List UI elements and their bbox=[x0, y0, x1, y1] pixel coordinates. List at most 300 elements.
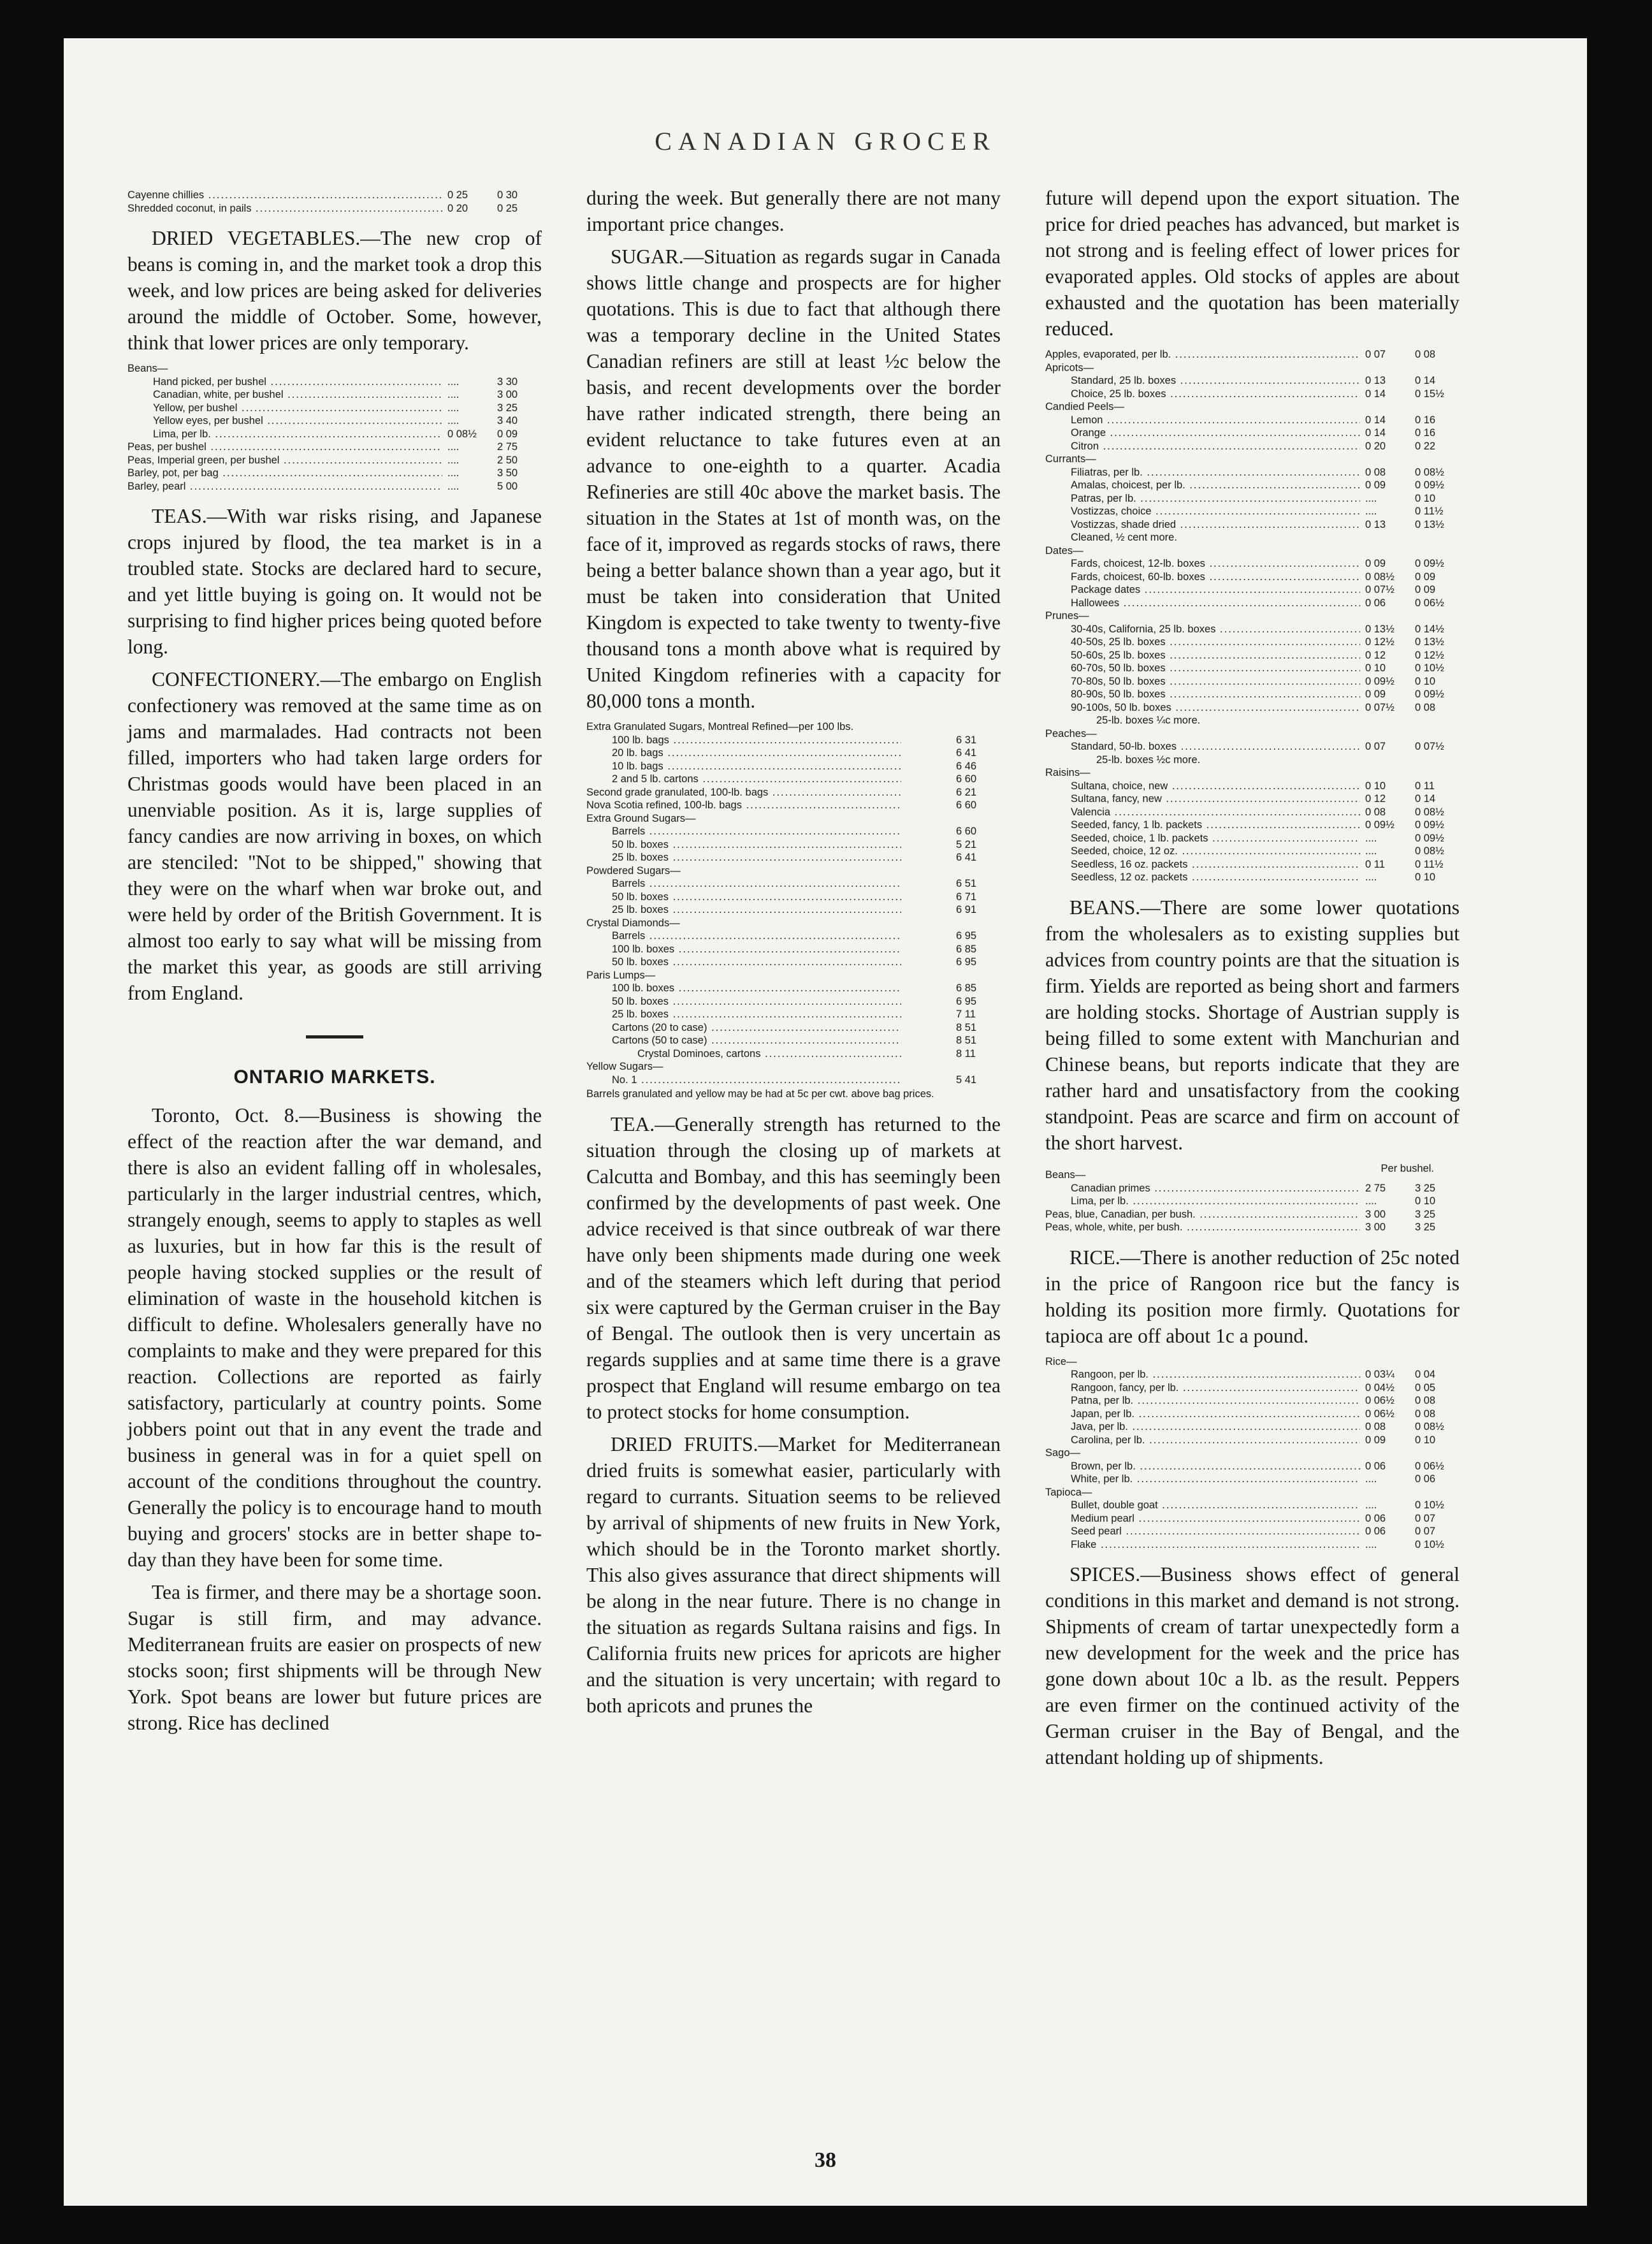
price-low: .... bbox=[1365, 506, 1377, 517]
item-label: Candied Peels— bbox=[1045, 401, 1124, 412]
price-low: 0 09 bbox=[1365, 558, 1386, 569]
price-table-row bbox=[127, 454, 542, 467]
price-high: 0 07½ bbox=[1415, 741, 1444, 752]
item-label: Cleaned, ½ cent more. bbox=[1071, 532, 1177, 543]
item-label: 50 lb. boxes ..... bbox=[586, 838, 901, 852]
price-high: 0 08½ bbox=[1415, 466, 1444, 478]
price-low: .... bbox=[447, 480, 460, 492]
item-label: Yellow, per bushel ..... bbox=[127, 402, 442, 415]
price-low: 0 09 bbox=[1365, 479, 1386, 491]
item-label: Fards, choicest, 12-lb. boxes ..... bbox=[1045, 557, 1360, 571]
price-high: 6 85 bbox=[956, 982, 977, 994]
price-low: .... bbox=[447, 415, 460, 426]
item-label: 100 lb. bags ..... bbox=[586, 734, 901, 747]
price-high: 5 21 bbox=[956, 838, 977, 850]
price-high: 0 10 bbox=[1415, 492, 1436, 504]
item-label: 25 lb. boxes ..... bbox=[586, 1008, 901, 1021]
price-table-heading bbox=[1045, 1486, 1460, 1499]
price-table-row bbox=[127, 402, 542, 415]
column-3 bbox=[1045, 185, 1460, 1777]
price-table-row bbox=[127, 202, 542, 215]
price-high: 0 22 bbox=[1415, 440, 1436, 452]
tea-firmer-paragraph: Tea is firmer, and there may be a shortage soon. Sugar is still firm, and may advance. Mediterranean fruits are easier on prospects of new stocks soon; first shipments will be through New York. Spot beans are lower but future prices are strong. Rice has declined bbox=[127, 1581, 542, 1734]
continued-paragraph-3: future will depend upon the export situation. The price for dried peaches has advanced, but market is not strong and is feeling effect of lower prices for evaporated apples. Old stocks of apples are about exhausted and the quotation has been materially reduced. bbox=[1045, 187, 1460, 340]
price-high: 0 10½ bbox=[1415, 1499, 1444, 1511]
item-label: Dates— bbox=[1045, 544, 1083, 557]
price-high: 8 51 bbox=[956, 1035, 977, 1046]
item-label: Crystal Dominoes, cartons ..... bbox=[586, 1047, 901, 1061]
item-label: Barley, pot, per bag ..... bbox=[127, 467, 442, 480]
item-label: Peas, Imperial green, per bushel ..... bbox=[127, 454, 442, 467]
price-high: 0 16 bbox=[1415, 427, 1436, 439]
sugar-price-table bbox=[586, 720, 1001, 1086]
price-table-row bbox=[586, 877, 1001, 891]
newspaper-page bbox=[64, 38, 1587, 2206]
price-table-row bbox=[1045, 1473, 1460, 1486]
price-high: 0 30 bbox=[497, 189, 518, 201]
price-high: 0 11½ bbox=[1415, 858, 1444, 870]
item-label: 60-70s, 50 lb. boxes ..... bbox=[1045, 662, 1360, 675]
price-high: 0 09 bbox=[497, 428, 518, 440]
price-table-row bbox=[1045, 1208, 1460, 1221]
price-table-row bbox=[1045, 740, 1460, 754]
price-table-row bbox=[1045, 819, 1460, 832]
item-label: Seeded, fancy, 1 lb. packets ..... bbox=[1045, 819, 1360, 832]
price-high: 3 30 bbox=[497, 375, 518, 388]
price-table-row bbox=[1045, 871, 1460, 884]
item-label: Vostizzas, choice ..... bbox=[1045, 505, 1360, 518]
price-table-row bbox=[586, 760, 1001, 773]
price-high: 0 08½ bbox=[1415, 1421, 1444, 1432]
item-label: 70-80s, 50 lb. boxes ..... bbox=[1045, 675, 1360, 688]
price-high: 0 08 bbox=[1415, 1408, 1436, 1420]
price-low: 0 10 bbox=[1365, 662, 1386, 674]
price-high: 3 25 bbox=[1415, 1182, 1436, 1194]
item-label: Prunes— bbox=[1045, 610, 1089, 622]
item-label: Tapioca— bbox=[1045, 1486, 1092, 1498]
price-high: 3 50 bbox=[497, 467, 518, 479]
price-low: .... bbox=[447, 389, 460, 400]
price-table-row bbox=[1045, 806, 1460, 819]
price-table-row bbox=[1045, 649, 1460, 662]
price-low: 0 13 bbox=[1365, 375, 1386, 386]
item-label: Seedless, 16 oz. packets ..... bbox=[1045, 858, 1360, 871]
price-low: 0 14 bbox=[1365, 427, 1386, 439]
item-label: 25 lb. boxes ..... bbox=[586, 903, 901, 917]
price-table-row bbox=[1045, 780, 1460, 793]
price-low: 0 12½ bbox=[1365, 636, 1395, 648]
beans-price-table-3 bbox=[1045, 1169, 1460, 1234]
item-label: Barley, pearl ..... bbox=[127, 480, 442, 493]
price-table-row bbox=[1045, 1381, 1460, 1395]
item-label: Lima, per lb. ..... bbox=[1045, 1195, 1360, 1208]
price-table-row bbox=[127, 428, 542, 441]
price-low: .... bbox=[1365, 1538, 1377, 1550]
item-label: Amalas, choicest, per lb. ..... bbox=[1045, 479, 1360, 492]
price-table-row bbox=[1045, 1408, 1460, 1421]
price-table-row bbox=[1045, 792, 1460, 806]
price-high: 6 41 bbox=[956, 747, 977, 759]
price-high: 0 09½ bbox=[1415, 832, 1444, 844]
item-label: Rangoon, per lb. ..... bbox=[1045, 1368, 1360, 1381]
item-label: Rice— bbox=[1045, 1355, 1077, 1367]
item-label: Rangoon, fancy, per lb. ..... bbox=[1045, 1381, 1360, 1395]
item-label: Cayenne chillies ..... bbox=[127, 189, 442, 202]
price-table-row bbox=[127, 375, 542, 389]
item-label: Seeded, choice, 12 oz. ..... bbox=[1045, 845, 1360, 858]
price-table-row bbox=[586, 825, 1001, 838]
item-label: 25-lb. boxes ¼c more. bbox=[1096, 715, 1201, 726]
price-table-row bbox=[586, 1008, 1001, 1021]
price-low: 0 06½ bbox=[1365, 1408, 1395, 1420]
price-high: 3 25 bbox=[497, 402, 518, 414]
price-low: 0 07 bbox=[1365, 349, 1386, 360]
continued-paragraph: during the week. But generally there are not many important price changes. bbox=[586, 187, 1001, 235]
price-table-heading bbox=[586, 969, 1001, 982]
price-high: 3 25 bbox=[1415, 1208, 1436, 1220]
price-high: 6 91 bbox=[956, 904, 977, 915]
price-low: 0 03¼ bbox=[1365, 1369, 1395, 1380]
price-high: 0 10 bbox=[1415, 871, 1436, 883]
price-table-heading bbox=[1045, 1355, 1460, 1369]
price-high: 6 31 bbox=[956, 734, 977, 746]
price-high: 0 10 bbox=[1415, 1195, 1436, 1207]
item-label: Valencia ..... bbox=[1045, 806, 1360, 819]
price-table-row bbox=[1045, 426, 1460, 440]
price-table-row bbox=[586, 747, 1001, 760]
price-low: .... bbox=[447, 402, 460, 414]
price-table-heading bbox=[1045, 544, 1460, 558]
item-label: Seeded, choice, 1 lb. packets ..... bbox=[1045, 832, 1360, 845]
item-label: Sago— bbox=[1045, 1447, 1081, 1459]
rice-price-table bbox=[1045, 1355, 1460, 1552]
item-label: Shredded coconut, in pails ..... bbox=[127, 202, 442, 215]
price-table-heading bbox=[1045, 727, 1460, 741]
item-label: Peaches— bbox=[1045, 727, 1097, 740]
price-table-row bbox=[1045, 518, 1460, 532]
item-label: Orange ..... bbox=[1045, 426, 1360, 440]
price-table-row bbox=[1045, 1512, 1460, 1526]
price-high: 6 95 bbox=[956, 956, 977, 968]
price-table-row bbox=[1045, 571, 1460, 584]
price-table-row bbox=[586, 956, 1001, 969]
item-label: Beans— bbox=[127, 363, 168, 374]
price-table-row bbox=[586, 773, 1001, 786]
price-low: 0 07½ bbox=[1365, 584, 1395, 595]
price-table-row bbox=[1045, 636, 1460, 649]
item-label: Patna, per lb. ..... bbox=[1045, 1394, 1360, 1408]
sugar-note: Barrels granulated and yellow may be had at 5c per cwt. above bag prices. bbox=[586, 1088, 934, 1100]
spices-paragraph: SPICES.—Business shows effect of general conditions in this market and demand is not strong. Shipments of cream of tartar unexpectedly form a new development for the week and the price has gone down about 10c a lb. as the result. Peppers are even firmer on the continued activity of the German cruiser in the Bay of Bengal, and the attendant holding up of shipments. bbox=[1045, 1563, 1460, 1768]
item-label: 50-60s, 25 lb. boxes ..... bbox=[1045, 649, 1360, 662]
price-table-row bbox=[1045, 1525, 1460, 1538]
price-high: 0 13½ bbox=[1415, 636, 1444, 648]
price-table-row bbox=[127, 414, 542, 428]
price-low: 0 14 bbox=[1365, 388, 1386, 400]
section-divider bbox=[306, 1035, 363, 1038]
price-high: 0 09½ bbox=[1415, 479, 1444, 491]
price-table-row bbox=[1045, 858, 1460, 871]
item-label: Peas, whole, white, per bush. ..... bbox=[1045, 1221, 1360, 1234]
item-label: 2 and 5 lb. cartons ..... bbox=[586, 773, 901, 786]
price-low: .... bbox=[447, 441, 460, 453]
price-low: 0 13 bbox=[1365, 518, 1386, 530]
price-high: 0 07 bbox=[1415, 1526, 1436, 1537]
price-low: .... bbox=[447, 454, 460, 466]
item-label: 100 lb. boxes ..... bbox=[586, 943, 901, 956]
item-label: Second grade granulated, 100-lb. bags ..... bbox=[586, 786, 901, 799]
price-high: 0 09½ bbox=[1415, 688, 1444, 700]
item-label: Yellow Sugars— bbox=[586, 1061, 663, 1072]
item-label: Lemon ..... bbox=[1045, 414, 1360, 427]
price-table-row bbox=[1045, 1538, 1460, 1552]
item-label: Patras, per lb. ..... bbox=[1045, 492, 1360, 506]
price-high: 0 09 bbox=[1415, 584, 1436, 595]
price-low: .... bbox=[1365, 1195, 1377, 1207]
dried-vegetables-paragraph: DRIED VEGETABLES.—The new crop of beans is coming in, and the market took a drop this week, and low prices are being asked for deliveries around the middle of October. Some, however, think that lower prices are only temporary. bbox=[127, 227, 542, 354]
price-table-row bbox=[1045, 675, 1460, 688]
price-high: 0 10 bbox=[1415, 675, 1436, 687]
price-table-row bbox=[1045, 466, 1460, 479]
price-table-row bbox=[586, 734, 1001, 747]
price-high: 0 06½ bbox=[1415, 597, 1444, 609]
price-high: 0 08½ bbox=[1415, 845, 1444, 857]
price-table-heading bbox=[1045, 1169, 1460, 1182]
price-high: 8 51 bbox=[956, 1021, 977, 1033]
price-high: 0 08½ bbox=[1415, 806, 1444, 818]
item-label: Apricots— bbox=[1045, 361, 1094, 374]
item-label: Peas, per bushel ..... bbox=[127, 441, 442, 454]
price-table-row bbox=[1045, 701, 1460, 715]
price-high: 3 00 bbox=[497, 389, 518, 400]
price-low: .... bbox=[447, 375, 460, 388]
price-table-row bbox=[1045, 1221, 1460, 1234]
price-table-row bbox=[586, 799, 1001, 812]
price-low: 0 08½ bbox=[447, 428, 477, 440]
per-bushel-label: Per bushel. bbox=[1380, 1162, 1434, 1174]
price-low: 0 08 bbox=[1365, 1421, 1386, 1432]
price-low: 3 00 bbox=[1365, 1221, 1386, 1233]
price-table-row bbox=[1045, 662, 1460, 675]
page-header: CANADIAN GROCER bbox=[655, 127, 996, 156]
sugar-paragraph: SUGAR.—Situation as regards sugar in Canada shows little change and prospects are for higher quotations. This is due to fact that although there was a temporary decline in the United States Canadian refiners are still at least ½c below the basis, and recent developments over the border have rather indicated strength, there being an evident reluctance to take futures even at an advance to one-eighth to a quarter. Acadia Refineries are still 40c above the market basis. The situation in the States at 1st of month was, on the face of it, improved as regards stocks of raws, there being a better balance shown than a year ago, but it must be taken into consideration that United Kingdom is expected to take twenty to twenty-five thousand tons a month above what is required by United Kingdom refineries with a capacity for 80,000 tons a month. bbox=[586, 245, 1001, 712]
price-high: 0 12½ bbox=[1415, 649, 1444, 661]
price-low: 0 10 bbox=[1365, 780, 1386, 792]
price-table-row bbox=[1045, 479, 1460, 492]
item-label: Brown, per lb. ..... bbox=[1045, 1460, 1360, 1473]
item-label: Seed pearl ..... bbox=[1045, 1525, 1360, 1538]
price-high: 0 06 bbox=[1415, 1473, 1436, 1485]
price-high: 0 10 bbox=[1415, 1434, 1436, 1446]
spice-price-table bbox=[127, 189, 542, 215]
price-low: 0 12 bbox=[1365, 793, 1386, 805]
price-table-heading bbox=[1045, 754, 1460, 767]
price-low: 0 20 bbox=[447, 202, 468, 214]
price-table-row bbox=[1045, 440, 1460, 453]
price-high: 3 40 bbox=[497, 415, 518, 426]
item-label: Currants— bbox=[1045, 453, 1096, 465]
price-table-row bbox=[1045, 832, 1460, 845]
price-table-row bbox=[1045, 1434, 1460, 1447]
price-low: 0 06 bbox=[1365, 1526, 1386, 1537]
item-label: Flake ..... bbox=[1045, 1538, 1360, 1552]
item-label: Fards, choicest, 60-lb. boxes ..... bbox=[1045, 571, 1360, 584]
price-high: 0 04 bbox=[1415, 1369, 1436, 1380]
item-label: Paris Lumps— bbox=[586, 969, 656, 981]
item-label: 100 lb. boxes ..... bbox=[586, 982, 901, 995]
price-low: 0 14 bbox=[1365, 414, 1386, 426]
price-low: 0 06 bbox=[1365, 597, 1386, 609]
price-low: .... bbox=[1365, 832, 1377, 844]
price-high: 6 95 bbox=[956, 995, 977, 1007]
item-label: Seedless, 12 oz. packets ..... bbox=[1045, 871, 1360, 884]
price-table-row bbox=[1045, 374, 1460, 388]
price-low: .... bbox=[1365, 871, 1377, 883]
rice-paragraph: RICE.—There is another reduction of 25c noted in the price of Rangoon rice but the fancy is holding its position more firmly. Quotations for tapioca are off about 1c a pound. bbox=[1045, 1246, 1460, 1347]
price-low: 0 25 bbox=[447, 189, 468, 201]
price-high: 0 10½ bbox=[1415, 662, 1444, 674]
item-label: Standard, 50-lb. boxes ..... bbox=[1045, 740, 1360, 754]
price-high: 8 11 bbox=[956, 1047, 976, 1060]
price-table-row bbox=[1045, 688, 1460, 701]
price-table-heading bbox=[1045, 714, 1460, 727]
price-table-row bbox=[1045, 623, 1460, 636]
price-table-row bbox=[586, 982, 1001, 995]
item-label: Canadian, white, per bushel ..... bbox=[127, 388, 442, 402]
price-table-heading bbox=[1045, 400, 1460, 414]
item-label: Barrels ..... bbox=[586, 825, 901, 838]
price-low: 0 06 bbox=[1365, 1512, 1386, 1524]
price-table-heading bbox=[1045, 1446, 1460, 1460]
price-table-row bbox=[586, 1021, 1001, 1035]
price-high: 0 06½ bbox=[1415, 1460, 1444, 1472]
item-label: 10 lb. bags ..... bbox=[586, 760, 901, 773]
item-label: Sultana, fancy, new ..... bbox=[1045, 792, 1360, 806]
confectionery-paragraph: CONFECTIONERY.—The embargo on English confectionery was removed at the same time as on jams and marmalades. Had contracts not been filled, importers who had taken large orders for Christmas goods would have been placed in an unenviable position. As it is, large supplies of fancy candies are now arriving in boxes, on which are stenciled: ''Not to be shipped,'' showing that they were on the wharf when war broke out, and were held by order of the British Government. It is almost too early to say what will be missing from the market this year, as goods are still arriving from England. bbox=[127, 668, 542, 1004]
item-label: No. 1 ..... bbox=[586, 1074, 901, 1087]
price-table-row bbox=[586, 838, 1001, 852]
item-label: Standard, 25 lb. boxes ..... bbox=[1045, 374, 1360, 388]
price-low: 0 20 bbox=[1365, 440, 1386, 452]
price-table-row bbox=[1045, 492, 1460, 506]
price-high: 6 95 bbox=[956, 930, 977, 942]
price-table-row bbox=[1045, 348, 1460, 361]
price-high: 0 25 bbox=[497, 202, 518, 214]
price-low: 0 09 bbox=[1365, 688, 1386, 700]
price-table-row bbox=[127, 467, 542, 480]
price-table-row bbox=[1045, 557, 1460, 571]
price-table-heading bbox=[1045, 531, 1460, 544]
item-label: Barrels ..... bbox=[586, 929, 901, 943]
price-high: 0 14 bbox=[1415, 793, 1436, 805]
price-table-heading bbox=[1045, 766, 1460, 780]
item-label: Canadian primes ..... bbox=[1045, 1182, 1360, 1195]
price-low: 0 06 bbox=[1365, 1460, 1386, 1472]
price-high: 0 09½ bbox=[1415, 819, 1444, 831]
price-low: 0 09½ bbox=[1365, 819, 1395, 831]
price-table-row bbox=[586, 891, 1001, 904]
ontario-markets-paragraph: Toronto, Oct. 8.—Business is showing the effect of the reaction after the war demand, and there is also an evident falling off in wholesales, particularly in the larger industrial centres, which, strangely enough, seems to apply to staples as well as luxuries, but in how far this is the result of people having stocked supplies or the result of elimination of waste in the household kitchen is difficult to define. Wholesalers generally have no complaints to make and they were prepared for this reaction. Collections are reported as fairly satisfactory, particularly at country points. Some jobbers point out that in any event the trade and business in general was in for a quiet spell on account of the conditions throughout the country. Generally the policy is to encourage hand to mouth buying and grocers' stocks are in better shape to-day than they have been for some time. bbox=[127, 1104, 542, 1571]
price-table-row bbox=[1045, 1420, 1460, 1434]
item-label: Lima, per lb. ..... bbox=[127, 428, 442, 441]
price-low: 0 11 bbox=[1365, 858, 1385, 870]
item-label: 80-90s, 50 lb. boxes ..... bbox=[1045, 688, 1360, 701]
price-high: 0 05 bbox=[1415, 1381, 1436, 1394]
price-high: 0 14½ bbox=[1415, 623, 1444, 635]
price-high: 6 51 bbox=[956, 878, 977, 889]
price-high: 6 60 bbox=[956, 799, 977, 811]
price-high: 5 00 bbox=[497, 480, 518, 492]
item-label: Apples, evaporated, per lb. ..... bbox=[1045, 348, 1360, 361]
price-low: .... bbox=[447, 467, 460, 479]
item-label: White, per lb. ..... bbox=[1045, 1473, 1360, 1486]
price-table-row bbox=[1045, 1499, 1460, 1512]
price-high: 6 71 bbox=[956, 891, 977, 903]
item-label: Powdered Sugars— bbox=[586, 864, 681, 877]
price-high: 0 16 bbox=[1415, 414, 1436, 426]
price-table-row bbox=[586, 995, 1001, 1009]
price-low: .... bbox=[1365, 1473, 1377, 1485]
item-label: Choice, 25 lb. boxes ..... bbox=[1045, 388, 1360, 401]
price-high: 6 46 bbox=[956, 760, 977, 772]
tea-paragraph: TEA.—Generally strength has returned to the situation through the closing up of markets at Calcutta and Bombay, and this has seemingly been confirmed by the developments of past week. One advice received is that since outbreak of war there have only been shipments made during one week and of the steamers which left during that period six were captured by the German cruiser in the Bay of Bengal. The outlook then is very uncertain as regards supplies and at same time there is a grave prospect that England will resume embargo on tea to protect stocks for home consumption. bbox=[586, 1112, 1001, 1423]
dried-fruits-paragraph: DRIED FRUITS.—Market for Mediterranean dried fruits is somewhat easier, particularly with regard to currants. Situation seems to be relieved by arrival of shipments of new fruits in New York, which should be in the Toronto market shortly. This also gives assurance that direct shipments will be along in the near future. There is no change in the situation as regards Sultana raisins and figs. In California fruits new prices for apricots are higher and the situation is very uncertain; with regard to both apricots and prunes the bbox=[586, 1432, 1001, 1717]
item-label: Cartons (50 to case) ..... bbox=[586, 1034, 901, 1047]
price-low: 0 07 bbox=[1365, 741, 1386, 752]
price-table-row bbox=[1045, 505, 1460, 518]
price-high: 6 85 bbox=[956, 943, 977, 955]
price-high: 0 09 bbox=[1415, 571, 1436, 583]
column-1 bbox=[127, 185, 542, 1742]
item-label: Yellow eyes, per bushel ..... bbox=[127, 414, 442, 428]
item-label: Extra Granulated Sugars, Montreal Refined—per 100 lbs. bbox=[586, 721, 854, 732]
price-low: 0 13½ bbox=[1365, 623, 1395, 635]
price-table-row bbox=[1045, 597, 1460, 610]
price-table-heading bbox=[1045, 453, 1460, 466]
price-low: 0 08 bbox=[1365, 806, 1386, 818]
price-table-row bbox=[586, 1034, 1001, 1047]
price-table-heading bbox=[586, 812, 1001, 826]
price-table-heading bbox=[586, 917, 1001, 930]
price-low: 0 07½ bbox=[1365, 701, 1395, 713]
price-table-row bbox=[1045, 388, 1460, 401]
price-table-row bbox=[586, 1047, 1001, 1061]
price-low: 0 09 bbox=[1365, 1434, 1386, 1446]
column-2 bbox=[586, 185, 1001, 1725]
item-label: Java, per lb. ..... bbox=[1045, 1420, 1360, 1434]
item-label: Hallowees ..... bbox=[1045, 597, 1360, 610]
price-table-row bbox=[586, 851, 1001, 864]
price-high: 6 41 bbox=[956, 852, 977, 863]
price-table-row bbox=[586, 786, 1001, 799]
item-label: Barrels ..... bbox=[586, 877, 901, 891]
price-high: 2 50 bbox=[497, 454, 518, 466]
price-high: 0 13½ bbox=[1415, 518, 1444, 530]
item-label: Sultana, choice, new ..... bbox=[1045, 780, 1360, 793]
item-label: 50 lb. boxes ..... bbox=[586, 891, 901, 904]
item-label: Hand picked, per bushel ..... bbox=[127, 375, 442, 389]
price-high: 0 09½ bbox=[1415, 558, 1444, 569]
item-label: Citron ..... bbox=[1045, 440, 1360, 453]
price-high: 0 08 bbox=[1415, 701, 1436, 713]
price-table-row bbox=[1045, 1460, 1460, 1473]
price-table-row bbox=[1045, 1195, 1460, 1208]
price-low: 2 75 bbox=[1365, 1182, 1386, 1194]
item-label: Nova Scotia refined, 100-lb. bags ..... bbox=[586, 799, 901, 812]
beans-price-table bbox=[127, 362, 542, 493]
item-label: Filiatras, per lb. ..... bbox=[1045, 466, 1360, 479]
price-table-row bbox=[1045, 414, 1460, 427]
